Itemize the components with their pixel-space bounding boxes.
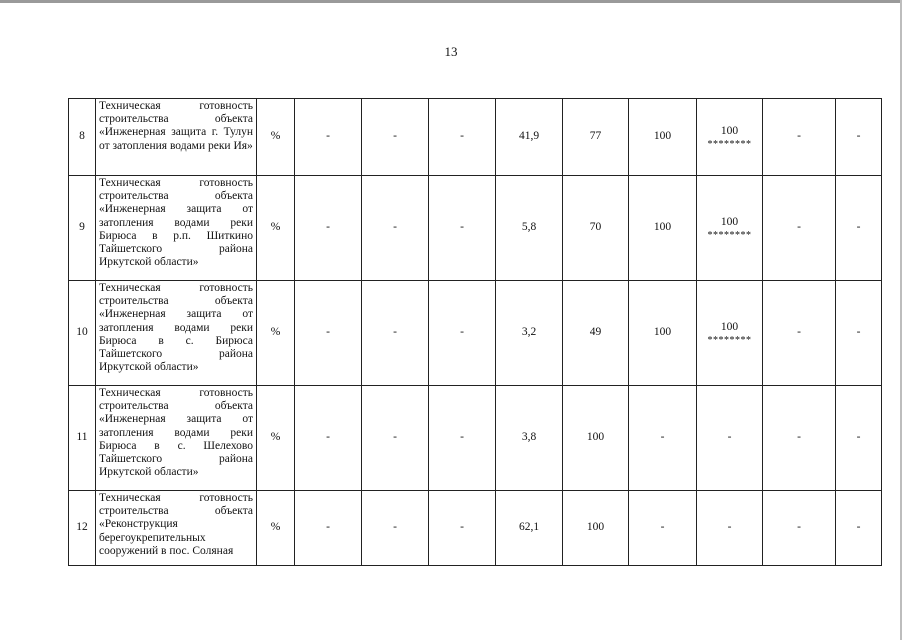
- page-number: 13: [444, 44, 458, 59]
- indicator-name: [96, 176, 257, 281]
- row-number: [69, 281, 96, 386]
- value-col-6: [629, 281, 697, 386]
- value-col-4: [496, 99, 563, 176]
- value-col-2-text: -: [393, 130, 397, 143]
- unit-cell: [257, 491, 295, 566]
- unit-cell: [257, 281, 295, 386]
- value-col-7: [697, 281, 763, 386]
- footnote-mark: ********: [707, 229, 752, 241]
- value-col-1-text: -: [326, 521, 330, 534]
- indicator-name-text: Техническая готовность строительства объекта «Инженерная защита от затопления водами реки Бирюса в р.п. Шиткино Тайшетского района Иркутской области»: [99, 177, 253, 269]
- value-col-8-text: -: [797, 431, 801, 444]
- value-col-7: [697, 386, 763, 491]
- value-col-2-text: -: [393, 431, 397, 444]
- value-col-2: [362, 386, 429, 491]
- value-col-1-text: -: [326, 221, 330, 234]
- value-col-4-text: 62,1: [518, 521, 540, 534]
- value-col-4: [496, 281, 563, 386]
- value-col-6-text: 100: [653, 130, 672, 143]
- value-col-7-text: 100: [720, 216, 739, 229]
- value-col-1: [295, 491, 362, 566]
- value-col-3-text: -: [460, 431, 464, 444]
- indicator-name-text: Техническая готовность строительства объекта «Инженерная защита от затопления водами реки Бирюса в с. Шелехово Тайшетского района Иркутской области»: [99, 387, 253, 479]
- value-col-4: [496, 176, 563, 281]
- value-col-9: [836, 281, 882, 386]
- value-col-8: [763, 99, 836, 176]
- value-col-2-text: -: [393, 221, 397, 234]
- value-col-4-text: 41,9: [518, 130, 540, 143]
- table-row: [69, 176, 882, 281]
- indicator-name: [96, 99, 257, 176]
- value-col-4: [496, 386, 563, 491]
- row-number-text: 8: [79, 130, 85, 143]
- value-col-3-text: -: [460, 521, 464, 534]
- table-row: [69, 386, 882, 491]
- value-col-9: [836, 491, 882, 566]
- value-col-6-text: -: [660, 521, 665, 534]
- value-col-9-text: -: [856, 521, 861, 534]
- unit-cell: [257, 386, 295, 491]
- value-col-4-text: 3,2: [521, 326, 537, 339]
- value-col-9-text: -: [856, 431, 861, 444]
- indicator-name-text: Техническая готовность строительства объекта «Инженерная защита от затопления водами реки Бирюса в с. Бирюса Тайшетского района Иркутской области»: [99, 282, 253, 374]
- row-number: [69, 491, 96, 566]
- row-number-text: 11: [76, 431, 88, 444]
- value-col-5: [563, 176, 629, 281]
- unit-cell: [257, 99, 295, 176]
- value-col-7-text: 100: [720, 125, 739, 138]
- table-row: [69, 491, 882, 566]
- table-row: [69, 99, 882, 176]
- value-col-6-text: 100: [653, 221, 672, 234]
- indicator-name: [96, 386, 257, 491]
- value-col-9: [836, 176, 882, 281]
- unit-cell-text: %: [270, 326, 281, 339]
- value-col-3-text: -: [460, 221, 464, 234]
- indicator-name: [96, 491, 257, 566]
- page-edge-top: [0, 0, 902, 3]
- value-col-5: [563, 281, 629, 386]
- value-col-5-text: 100: [586, 431, 605, 444]
- value-col-6: [629, 491, 697, 566]
- unit-cell-text: %: [270, 431, 281, 444]
- value-col-1-text: -: [326, 326, 330, 339]
- value-col-7-text: 100: [720, 321, 739, 334]
- value-col-9-text: -: [856, 130, 861, 143]
- unit-cell-text: %: [270, 130, 281, 143]
- value-col-6: [629, 99, 697, 176]
- value-col-7: [697, 491, 763, 566]
- unit-cell-text: %: [270, 221, 281, 234]
- value-col-2: [362, 491, 429, 566]
- value-col-8: [763, 281, 836, 386]
- value-col-7: [697, 99, 763, 176]
- indicator-name-text: Техническая готовность строительства объекта «Инженерная защита г. Тулун от затопления водами реки Ия»: [99, 100, 253, 152]
- value-col-3: [429, 176, 496, 281]
- row-number: [69, 176, 96, 281]
- indicators-table: [68, 98, 882, 566]
- value-col-6: [629, 386, 697, 491]
- value-col-8: [763, 176, 836, 281]
- value-col-2: [362, 99, 429, 176]
- row-number-text: 9: [79, 221, 85, 234]
- value-col-3: [429, 491, 496, 566]
- value-col-8-text: -: [797, 521, 801, 534]
- value-col-8-text: -: [797, 130, 801, 143]
- value-col-2: [362, 281, 429, 386]
- value-col-9: [836, 99, 882, 176]
- value-col-5-text: 100: [586, 521, 605, 534]
- row-number-text: 12: [76, 521, 88, 534]
- footnote-mark: ********: [707, 138, 752, 150]
- indicator-name-text: Техническая готовность строительства объекта «Реконструкция берегоукрепительных сооружений в пос. Соляная: [99, 492, 253, 557]
- row-number-text: 10: [76, 326, 88, 339]
- value-col-7-text: -: [727, 430, 732, 443]
- table-row: [69, 281, 882, 386]
- value-col-8: [763, 491, 836, 566]
- value-col-4-text: 5,8: [521, 221, 537, 234]
- value-col-1: [295, 386, 362, 491]
- value-col-2-text: -: [393, 326, 397, 339]
- value-col-3: [429, 281, 496, 386]
- value-col-8: [763, 386, 836, 491]
- value-col-5: [563, 386, 629, 491]
- value-col-5: [563, 491, 629, 566]
- value-col-2: [362, 176, 429, 281]
- value-col-3: [429, 386, 496, 491]
- value-col-9: [836, 386, 882, 491]
- row-number: [69, 386, 96, 491]
- value-col-4-text: 3,8: [521, 431, 537, 444]
- value-col-8-text: -: [797, 326, 801, 339]
- value-col-7-text: -: [727, 520, 732, 533]
- value-col-5: [563, 99, 629, 176]
- value-col-3-text: -: [460, 326, 464, 339]
- unit-cell-text: %: [270, 521, 281, 534]
- footnote-mark: ********: [707, 334, 752, 346]
- value-col-6: [629, 176, 697, 281]
- value-col-1-text: -: [326, 130, 330, 143]
- value-col-1: [295, 176, 362, 281]
- value-col-6-text: 100: [653, 326, 672, 339]
- unit-cell: [257, 176, 295, 281]
- value-col-8-text: -: [797, 221, 801, 234]
- value-col-7: [697, 176, 763, 281]
- value-col-3-text: -: [460, 130, 464, 143]
- value-col-5-text: 77: [589, 130, 602, 143]
- value-col-3: [429, 99, 496, 176]
- indicator-name: [96, 281, 257, 386]
- value-col-4: [496, 491, 563, 566]
- value-col-9-text: -: [856, 221, 861, 234]
- value-col-6-text: -: [660, 431, 665, 444]
- value-col-1-text: -: [326, 431, 330, 444]
- value-col-1: [295, 99, 362, 176]
- value-col-5-text: 49: [589, 326, 602, 339]
- value-col-1: [295, 281, 362, 386]
- value-col-2-text: -: [393, 521, 397, 534]
- value-col-5-text: 70: [589, 221, 602, 234]
- row-number: [69, 99, 96, 176]
- value-col-9-text: -: [856, 326, 861, 339]
